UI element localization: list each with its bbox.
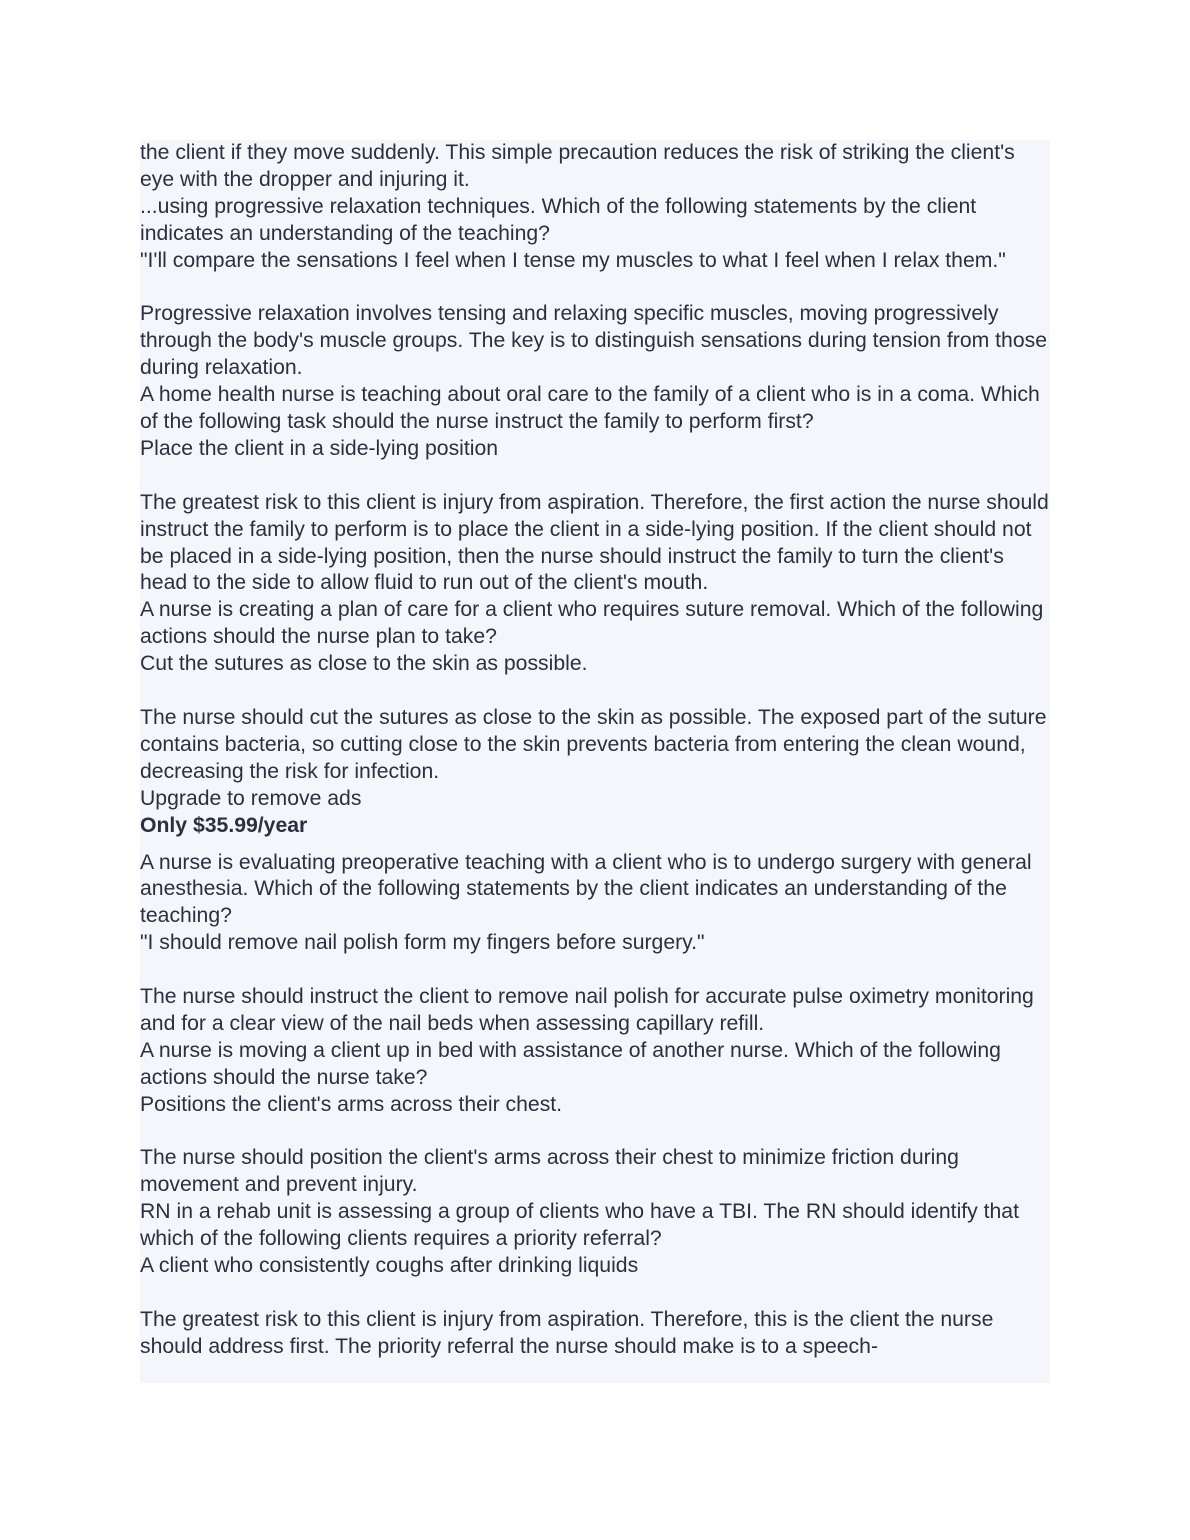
card-question: A home health nurse is teaching about oral care to the family of a client who is in a coma. Which of the following task should the nurse instruct the family to perform first? [140,383,1046,434]
card-question: ...using progressive relaxation techniques. Which of the following statements by the client indicates an understanding of the teaching? [140,194,983,245]
spacer [140,1119,1050,1146]
card-question: A nurse is evaluating preoperative teaching with a client who is to undergo surgery with general anesthesia. Which of the following statements by the client indicates an understanding of the teaching? [140,850,1038,928]
flashcard-content [140,140,1055,1383]
card-explanation: The nurse should position the client's arms across their chest to minimize friction during movement and prevent injury. [140,1146,965,1197]
upgrade-link[interactable]: Upgrade to remove ads [140,786,362,810]
card-question: A nurse is moving a client up in bed with assistance of another nurse. Which of the following actions should the nurse take? [140,1038,1007,1089]
card-question: RN in a rehab unit is assessing a group of clients who have a TBI. The RN should identify that which of the following clients requires a priority referral? [140,1200,1025,1251]
card-explanation: The nurse should cut the sutures as close to the skin as possible. The exposed part of the suture contains bacteria, so cutting close to the skin prevents bacteria from entering the clean wound, decreasing the risk for infection. [140,705,1053,783]
price-label: Only $35.99/year [140,813,308,837]
card-explanation: The nurse should instruct the client to remove nail polish for accurate pulse oximetry monitoring and for a clear view of the nail beds when assessing capillary refill. [140,985,1040,1035]
spacer [140,678,1050,705]
spacer [140,275,1050,302]
spacer [140,1280,1050,1307]
spacer [140,957,1050,984]
intro-text: the client if they move suddenly. This simple precaution reduces the risk of striking the client's eye with the dropper and injuring it. [140,141,1021,191]
card-explanation: The greatest risk to this client is injury from aspiration. Therefore, the first action the nurse should instruct the family to perform is to place the client in a side-lying position. If the client should not be placed in a side-lying position, then the nurse should instruct the family to turn the client's head to the side to allow fluid to run out of the client's mouth. [140,490,1055,595]
card-answer: "I should remove nail polish form my fingers before surgery." [140,931,705,955]
card-answer: "I'll compare the sensations I feel when I tense my muscles to what I feel when I relax them." [140,248,1006,272]
card-answer: Cut the sutures as close to the skin as possible. [140,652,588,676]
spacer [140,463,1050,490]
card-explanation: The greatest risk to this client is injury from aspiration. Therefore, this is the client the nurse should address first. The priority referral the nurse should make is to a speech- [140,1307,1000,1358]
card-answer: A client who consistently coughs after drinking liquids [140,1254,639,1278]
card-answer: Positions the client's arms across their chest. [140,1092,563,1116]
card-answer: Place the client in a side-lying position [140,436,499,460]
card-explanation: Progressive relaxation involves tensing and relaxing specific muscles, moving progressively through the body's muscle groups. The key is to distinguish sensations during tension from those during relaxation. [140,302,1053,380]
card-question: A nurse is creating a plan of care for a client who requires suture removal. Which of the following actions should the nurse plan to take? [140,598,1050,649]
